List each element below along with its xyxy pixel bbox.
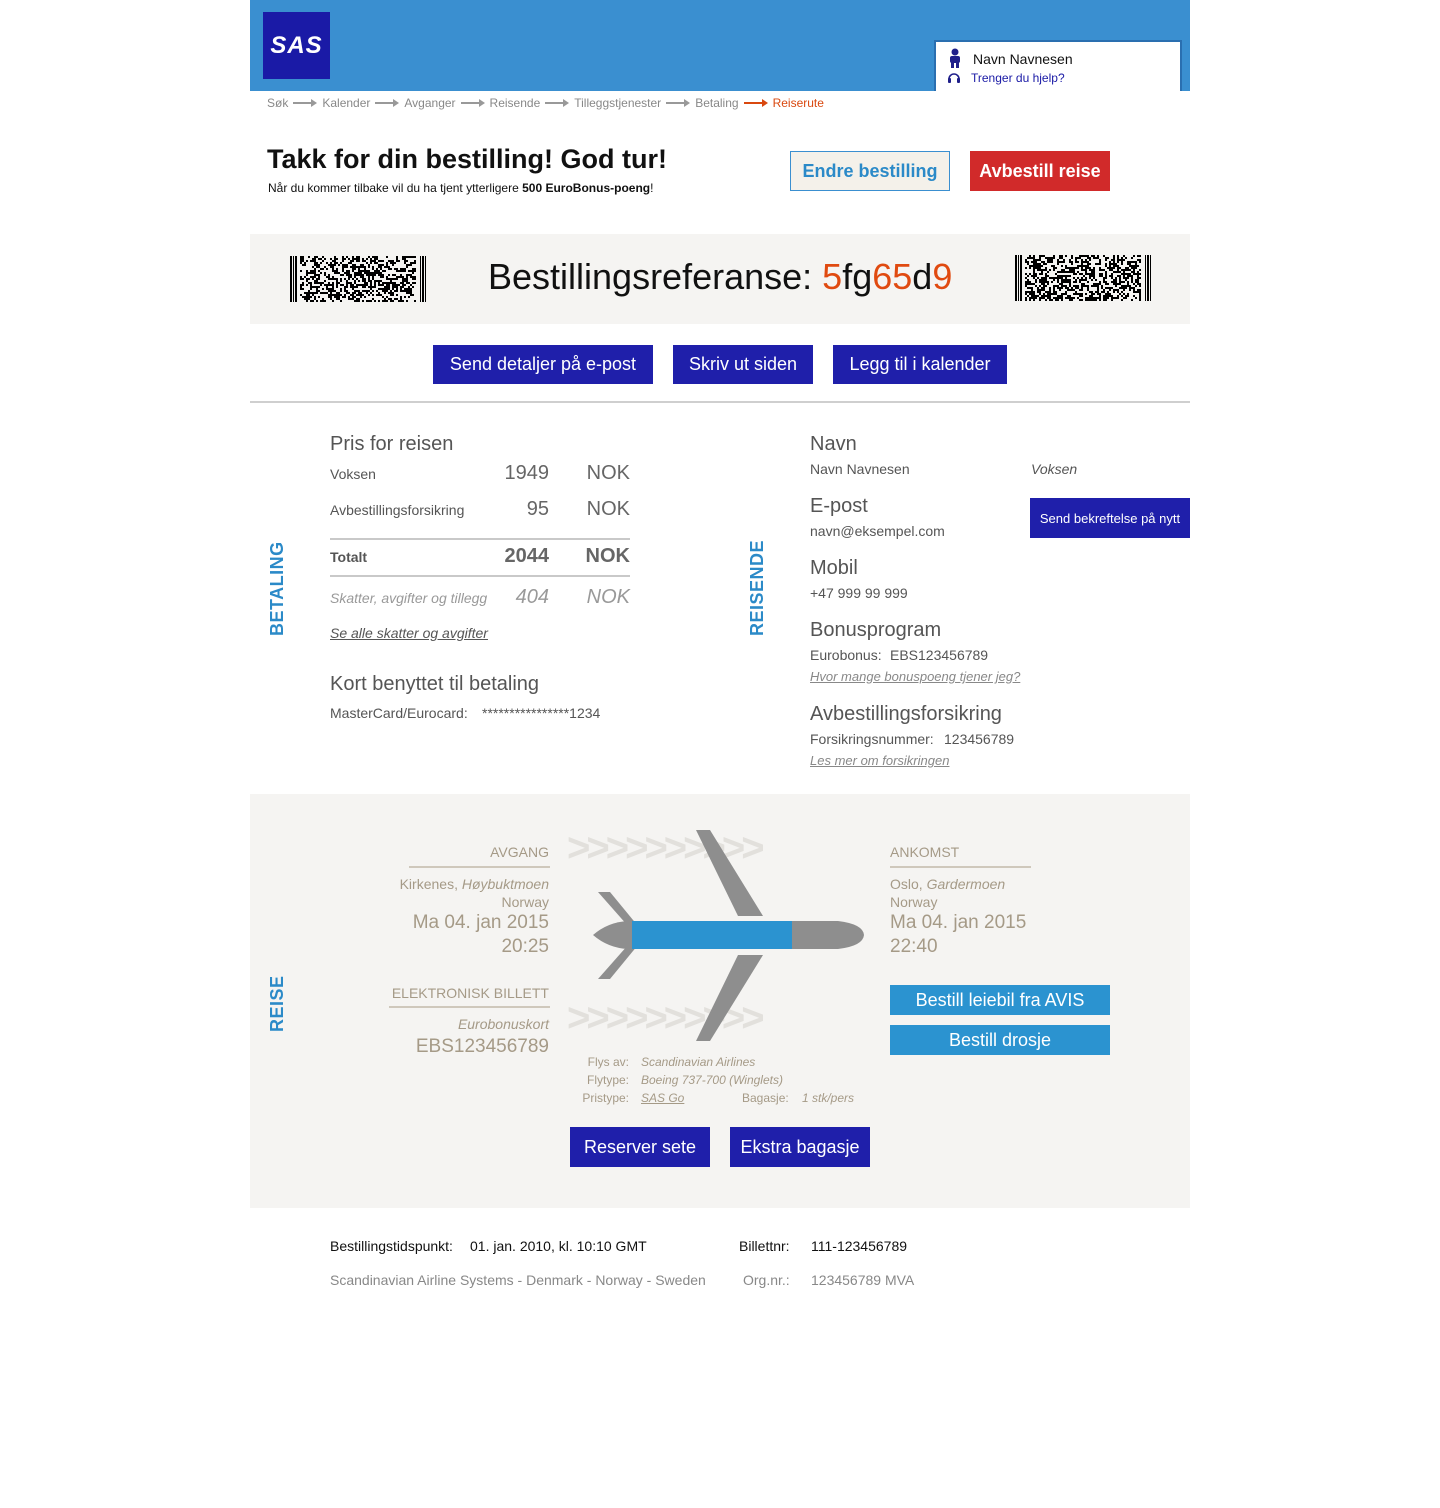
taxes-label: Skatter, avgifter og tillegg xyxy=(330,590,488,606)
ticket-type: Eurobonuskort xyxy=(457,1016,549,1032)
baggage-label: Bagasje: xyxy=(742,1091,789,1105)
price-row-amount: 1949 xyxy=(504,462,549,484)
breadcrumb-arrow-icon xyxy=(666,99,690,107)
price-heading: Pris for reisen xyxy=(330,433,454,455)
user-name[interactable]: Navn Navnesen xyxy=(973,51,1073,67)
traveler-type: Voksen xyxy=(1031,461,1078,477)
breadcrumb-item-betaling[interactable]: Betaling xyxy=(695,96,739,110)
headset-icon xyxy=(947,71,961,85)
airplane-icon xyxy=(588,828,868,1043)
arrival-location xyxy=(890,876,1005,892)
reserve-seat-button[interactable]: Reserver sete xyxy=(570,1127,710,1167)
traveler-name: Navn Navnesen xyxy=(810,461,910,477)
reference-code xyxy=(822,256,952,297)
total-amount: 2044 xyxy=(504,545,549,567)
rent-car-button[interactable]: Bestill leiebil fra AVIS xyxy=(890,985,1110,1015)
payment-side-label: BETALING xyxy=(267,541,287,636)
arrival-heading: ANKOMST xyxy=(890,844,960,860)
divider xyxy=(330,538,630,540)
card-number: ****************1234 xyxy=(482,705,601,721)
bonus-heading: Bonusprogram xyxy=(810,619,942,641)
change-booking-button[interactable]: Endre bestilling xyxy=(790,151,950,191)
help-link[interactable]: Trenger du hjelp? xyxy=(971,71,1065,85)
price-row-currency: NOK xyxy=(586,498,630,520)
aircraft-label: Flytype: xyxy=(586,1073,629,1087)
insurance-number: 123456789 xyxy=(944,731,1015,747)
reference-code-part: d xyxy=(912,256,933,297)
traveler-mobile: +47 999 99 999 xyxy=(810,585,908,601)
arrival-airport: Gardermoen xyxy=(926,876,1006,892)
bonus-label: Eurobonus: xyxy=(810,647,882,663)
departure-heading: AVGANG xyxy=(490,844,549,860)
aircraft-value: Boeing 737-700 (Winglets) xyxy=(641,1073,783,1087)
breadcrumb xyxy=(267,96,824,110)
total-currency: NOK xyxy=(585,545,630,567)
page-title: Takk for din bestilling! God tur! xyxy=(267,144,667,174)
traveler-side-label: REISENDE xyxy=(747,539,767,636)
extra-baggage-button[interactable]: Ekstra bagasje xyxy=(730,1127,870,1167)
reference-code-part: fg xyxy=(842,256,873,297)
breadcrumb-arrow-icon xyxy=(744,99,768,107)
booked-time-label: Bestillingstidspunkt: xyxy=(330,1238,453,1254)
departure-city: Kirkenes, xyxy=(399,876,458,892)
price-row-amount: 95 xyxy=(526,498,549,520)
departure-airport: Høybuktmoen xyxy=(461,876,549,892)
price-row-label: Avbestillingsforsikring xyxy=(330,502,465,518)
email-details-button[interactable]: Send detaljer på e-post xyxy=(433,345,653,384)
departure-time: 20:25 xyxy=(501,936,549,957)
name-heading: Navn xyxy=(810,433,857,455)
ticket-number-label: Billettnr: xyxy=(739,1238,790,1254)
divider xyxy=(330,575,630,577)
taxes-amount: 404 xyxy=(515,586,549,608)
book-taxi-button[interactable]: Bestill drosje xyxy=(890,1025,1110,1055)
bonus-points-link[interactable]: Hvor mange bonuspoeng tjener jeg? xyxy=(810,669,1021,684)
breadcrumb-item-tilleggstjenester[interactable]: Tilleggstjenester xyxy=(574,96,662,110)
arrival-time: 22:40 xyxy=(890,936,938,957)
insurance-link[interactable]: Les mer om forsikringen xyxy=(810,753,950,768)
print-page-button[interactable]: Skriv ut siden xyxy=(673,345,813,384)
taxes-currency: NOK xyxy=(586,586,630,608)
org-number-label: Org.nr.: xyxy=(743,1272,790,1288)
person-icon xyxy=(947,48,963,68)
divider xyxy=(250,401,1190,403)
trip-side-label: REISE xyxy=(267,975,287,1032)
chevron-right-icon: >>>>>>>>>> xyxy=(567,996,761,1040)
card-heading: Kort benyttet til betaling xyxy=(330,673,540,695)
breadcrumb-item-kalender[interactable]: Kalender xyxy=(322,96,371,110)
price-row-label: Voksen xyxy=(330,466,376,482)
departure-date: Ma 04. jan 2015 xyxy=(412,912,549,933)
email-heading: E-post xyxy=(810,495,868,517)
insurance-heading: Avbestillingsforsikring xyxy=(810,703,1002,725)
reference-code-part: 5 xyxy=(822,256,843,297)
subtitle-suffix: ! xyxy=(650,181,654,195)
arrival-city: Oslo, xyxy=(890,876,923,892)
reference-label: Bestillingsreferanse: xyxy=(488,256,823,297)
bonus-number: EBS123456789 xyxy=(890,647,989,663)
divider xyxy=(890,866,1031,868)
reference-code-part: 9 xyxy=(932,256,953,297)
add-to-calendar-button[interactable]: Legg til i kalender xyxy=(833,345,1007,384)
baggage-value: 1 stk/pers xyxy=(802,1091,855,1105)
breadcrumb-arrow-icon xyxy=(461,99,485,107)
departure-location xyxy=(360,876,549,892)
chevron-right-icon: >>>>>>>>>> xyxy=(567,826,761,870)
ticket-number-value: 111-123456789 xyxy=(811,1238,908,1254)
breadcrumb-item-reisende[interactable]: Reisende xyxy=(489,96,541,110)
card-type: MasterCard/Eurocard: xyxy=(330,705,468,721)
cancel-trip-button[interactable]: Avbestill reise xyxy=(970,151,1110,191)
total-label: Totalt xyxy=(330,549,368,565)
reference-code-part: 65 xyxy=(872,256,913,297)
subtitle-prefix: Når du kommer tilbake vil du ha tjent ytterligere xyxy=(268,181,523,195)
departure-country: Norway xyxy=(501,894,549,910)
booked-time-value: 01. jan. 2010, kl. 10:10 GMT xyxy=(470,1238,647,1254)
divider xyxy=(409,866,550,868)
barcode-icon xyxy=(290,256,427,302)
barcode-icon xyxy=(1015,255,1152,301)
fare-link[interactable]: SAS Go xyxy=(641,1091,685,1105)
breadcrumb-arrow-icon xyxy=(545,99,569,107)
arrival-country: Norway xyxy=(890,894,938,910)
page-subtitle xyxy=(268,181,653,195)
carrier-label: Flys av: xyxy=(587,1055,629,1069)
breadcrumb-item-avganger[interactable]: Avganger xyxy=(404,96,456,110)
sas-logo[interactable]: SAS xyxy=(263,12,330,79)
ticket-heading: ELEKTRONISK BILLETT xyxy=(391,985,549,1001)
arrival-date: Ma 04. jan 2015 xyxy=(890,912,1027,933)
breadcrumb-arrow-icon xyxy=(375,99,399,107)
resend-confirmation-button[interactable]: Send bekreftelse på nytt xyxy=(1030,498,1190,538)
breadcrumb-item-sok[interactable]: Søk xyxy=(267,96,289,110)
booking-reference xyxy=(488,256,952,298)
insurance-label: Forsikringsnummer: xyxy=(810,731,934,747)
mobile-heading: Mobil xyxy=(810,557,858,579)
breadcrumb-item-reiserute: Reiserute xyxy=(772,96,824,110)
taxes-link[interactable]: Se alle skatter og avgifter xyxy=(330,625,488,641)
ticket-number: EBS123456789 xyxy=(415,1036,549,1057)
fare-label: Pristype: xyxy=(582,1091,629,1105)
divider xyxy=(389,1006,550,1008)
company-name: Scandinavian Airline Systems - Denmark - Norway - Sweden xyxy=(330,1272,706,1288)
carrier-value: Scandinavian Airlines xyxy=(641,1055,756,1069)
price-row-currency: NOK xyxy=(586,462,630,484)
breadcrumb-arrow-icon xyxy=(293,99,317,107)
traveler-email: navn@eksempel.com xyxy=(810,523,945,539)
subtitle-bonus-points: 500 EuroBonus-poeng xyxy=(522,181,651,195)
org-number-value: 123456789 MVA xyxy=(811,1272,915,1288)
